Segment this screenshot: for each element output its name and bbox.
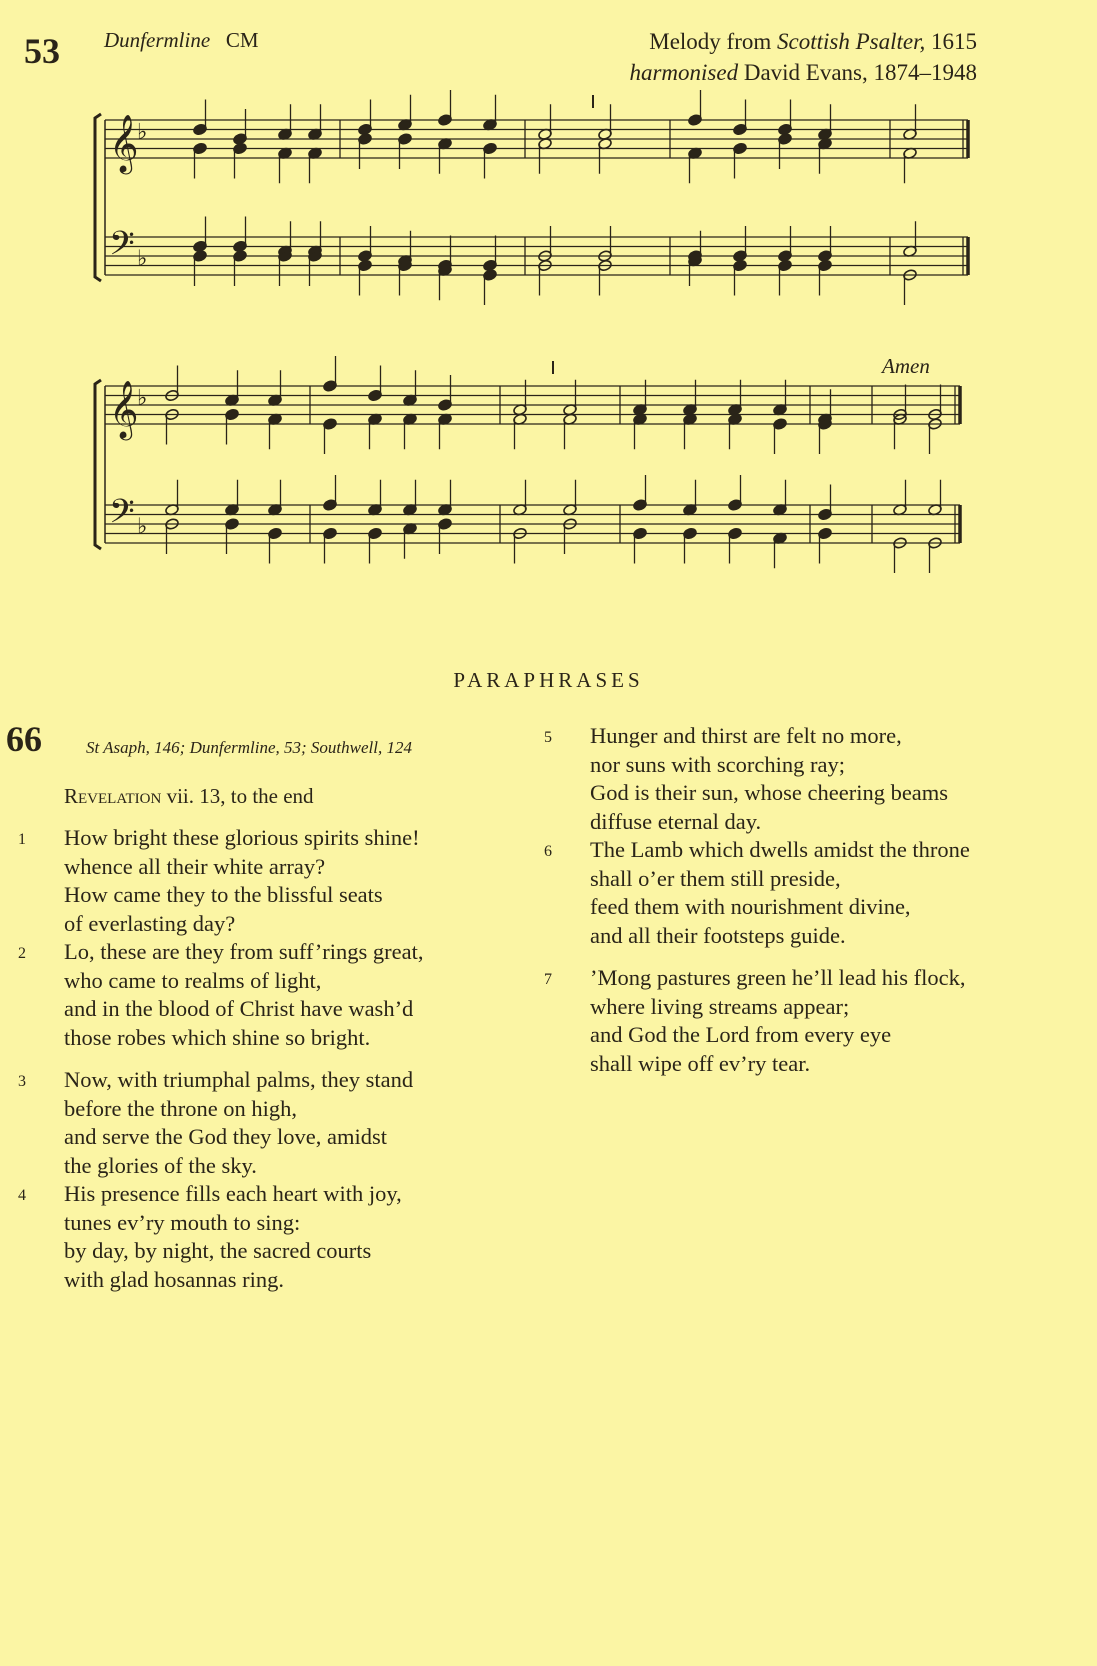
brace <box>95 380 101 549</box>
verse-number: 4 <box>18 1187 26 1204</box>
verse-line: and all their footsteps guide. <box>590 922 846 948</box>
verse-number: 7 <box>544 971 552 988</box>
scripture-reference <box>64 784 314 809</box>
verse-line: where living streams appear; <box>590 993 850 1019</box>
verse-line: shall wipe off ev’ry tear. <box>590 1050 811 1076</box>
verse-2 <box>18 938 424 1052</box>
verse-line: of everlasting day? <box>64 910 236 936</box>
verse-number: 2 <box>18 945 26 962</box>
verse-line: and serve the God they love, amidst <box>64 1124 388 1149</box>
verse-line: and in the blood of Christ have wash’d <box>64 996 414 1021</box>
verse-1 <box>18 824 420 938</box>
melody-year: 1615 <box>925 29 977 54</box>
flat-icon: ♭ <box>137 246 148 272</box>
reference-book: Revelation <box>64 784 162 808</box>
treble-clef-icon: 𝄞 <box>109 114 139 172</box>
verse-line: with glad hosannas ring. <box>64 1266 284 1292</box>
brace <box>95 114 101 281</box>
verse-line: feed them with nourishment divine, <box>590 894 911 919</box>
melody-source: Scottish Psalter, <box>777 29 926 54</box>
verse-line: those robes which shine so bright. <box>64 1024 371 1050</box>
harmony-name: David Evans, 1874–1948 <box>738 60 977 85</box>
flat-icon: ♭ <box>137 514 148 540</box>
verse-line: Lo, these are they from suff’rings great, <box>64 939 424 964</box>
treble-clef-icon: 𝄞 <box>109 380 139 438</box>
verse-line: shall o’er them still preside, <box>590 865 841 891</box>
verse-line: the glories of the sky. <box>64 1152 257 1178</box>
verse-line: tunes ev’ry mouth to sing: <box>64 1209 301 1235</box>
verse-line: by day, by night, the sacred courts <box>64 1238 372 1263</box>
verse-number: 5 <box>544 729 552 746</box>
verse-line: Hunger and thirst are felt no more, <box>590 723 902 748</box>
suggested-tunes: St Asaph, 146; Dunfermline, 53; Southwell, 124 <box>86 738 412 757</box>
verse-number: 6 <box>544 843 552 860</box>
verse-line: His presence fills each heart with joy, <box>64 1181 402 1206</box>
section-title: PARAPHRASES <box>453 668 644 692</box>
tune-name: Dunfermline <box>104 28 211 52</box>
verse-7 <box>544 964 966 1078</box>
tune-meter: CM <box>225 28 259 52</box>
harmony-label: harmonised <box>629 60 739 85</box>
verse-line: How bright these glorious spirits shine! <box>64 825 420 850</box>
verse-line: Now, with triumphal palms, they stand <box>64 1067 414 1092</box>
verse-line: nor suns with scorching ray; <box>590 751 845 777</box>
melody-credit-prefix: Melody from <box>649 29 778 54</box>
verse-line: and God the Lord from every eye <box>590 1022 892 1047</box>
reference-verses: vii. 13, to the end <box>161 784 314 808</box>
music-score <box>0 0 1097 620</box>
bass-clef-icon: 𝄢 <box>109 224 135 271</box>
verse-6 <box>544 836 970 950</box>
verse-number: 1 <box>18 831 26 848</box>
verse-4 <box>18 1180 402 1294</box>
amen-label: Amen <box>882 354 930 378</box>
verse-number: 3 <box>18 1073 26 1090</box>
bass-clef-icon: 𝄢 <box>109 492 135 539</box>
verse-line: ’Mong pastures green he’ll lead his flock, <box>590 965 966 990</box>
flat-icon: ♭ <box>137 386 148 411</box>
verse-line: before the throne on high, <box>64 1095 298 1121</box>
verse-line: How came they to the blissful seats <box>64 882 383 907</box>
flat-icon: ♭ <box>137 120 148 145</box>
verse-line: The Lamb which dwells amidst the throne <box>590 837 970 862</box>
verse-line: whence all their white array? <box>64 853 326 879</box>
verse-line: who came to realms of light, <box>64 967 322 993</box>
hymn-number: 53 <box>24 31 60 71</box>
paraphrase-number: 66 <box>6 719 42 759</box>
verse-line: diffuse eternal day. <box>590 808 762 834</box>
verse-5 <box>544 722 949 836</box>
verse-3 <box>18 1066 414 1180</box>
verse-line: God is their sun, whose cheering beams <box>590 780 949 805</box>
